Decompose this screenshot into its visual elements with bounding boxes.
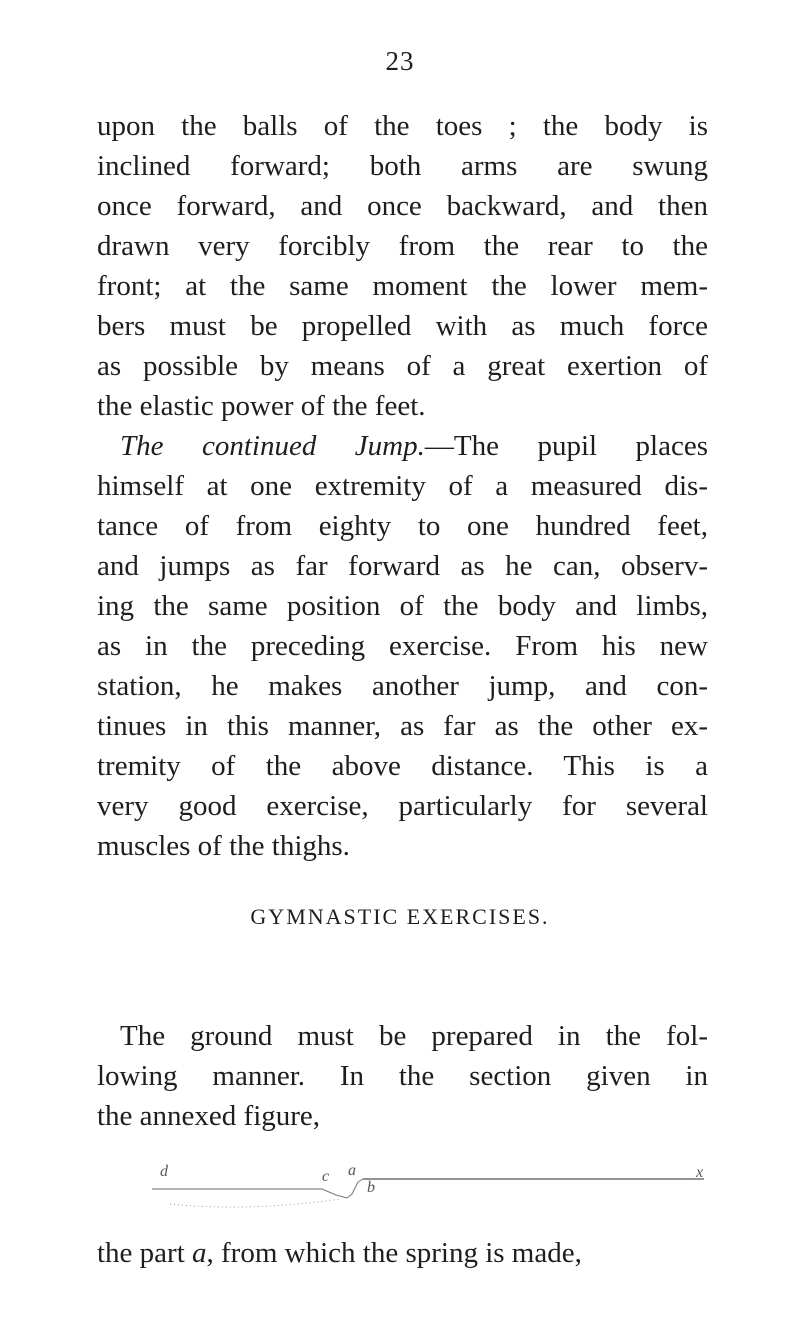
section-figure bbox=[150, 1160, 710, 1220]
section-title: The continued Jump. bbox=[120, 430, 425, 462]
text-line: the elastic power of the feet. bbox=[97, 390, 426, 422]
text-line: the annexed figure, bbox=[97, 1100, 321, 1132]
text-line: ing the same position of the body and limbs, bbox=[97, 590, 708, 622]
text-line: inclined forward; both arms are swung bbox=[97, 150, 708, 182]
text-line: The ground must be prepared in the fol- bbox=[120, 1020, 708, 1052]
text-line: drawn very forcibly from the rear to the bbox=[97, 230, 708, 262]
text-line: tinues in this manner, as far as the other ex- bbox=[97, 710, 708, 742]
section-heading: GYMNASTIC EXERCISES. bbox=[250, 904, 550, 929]
text-line: muscles of the thighs. bbox=[97, 830, 350, 862]
text-line: once forward, and once backward, and then bbox=[97, 190, 708, 222]
figure-dotted-section bbox=[170, 1199, 340, 1207]
text-line: tremity of the above distance. This is a bbox=[97, 750, 708, 782]
figure-label-left: d bbox=[160, 1163, 168, 1180]
text-line: bers must be propelled with as much force bbox=[97, 310, 708, 342]
text-line: and jumps as far forward as he can, observ- bbox=[97, 550, 708, 582]
final-line-start: the part bbox=[97, 1237, 193, 1269]
text-line: very good exercise, particularly for several bbox=[97, 790, 708, 822]
final-line-label: a bbox=[192, 1237, 207, 1269]
figure-drawing bbox=[150, 1160, 710, 1220]
final-line-end: , from which the spring is made, bbox=[206, 1237, 582, 1269]
section-first-line-rest: —The pupil places bbox=[424, 430, 708, 462]
figure-label-c: c bbox=[322, 1168, 330, 1185]
figure-label-b: b bbox=[367, 1179, 375, 1196]
text-line: lowing manner. In the section given in bbox=[97, 1060, 708, 1092]
text-line: upon the balls of the toes ; the body is bbox=[97, 110, 708, 142]
text-line: himself at one extremity of a measured dis- bbox=[97, 470, 708, 502]
page-number: 23 bbox=[385, 46, 415, 76]
text-line: station, he makes another jump, and con- bbox=[97, 670, 708, 702]
text-line: tance of from eighty to one hundred feet, bbox=[97, 510, 708, 542]
figure-label-right: x bbox=[696, 1164, 704, 1181]
section-first-line bbox=[120, 426, 708, 466]
text-line: as possible by means of a great exertion of bbox=[97, 350, 708, 382]
text-line: as in the preceding exercise. From his new bbox=[97, 630, 708, 662]
text-line bbox=[97, 1233, 708, 1273]
figure-label-a: a bbox=[348, 1162, 356, 1179]
text-line: front; at the same moment the lower mem- bbox=[97, 270, 708, 302]
